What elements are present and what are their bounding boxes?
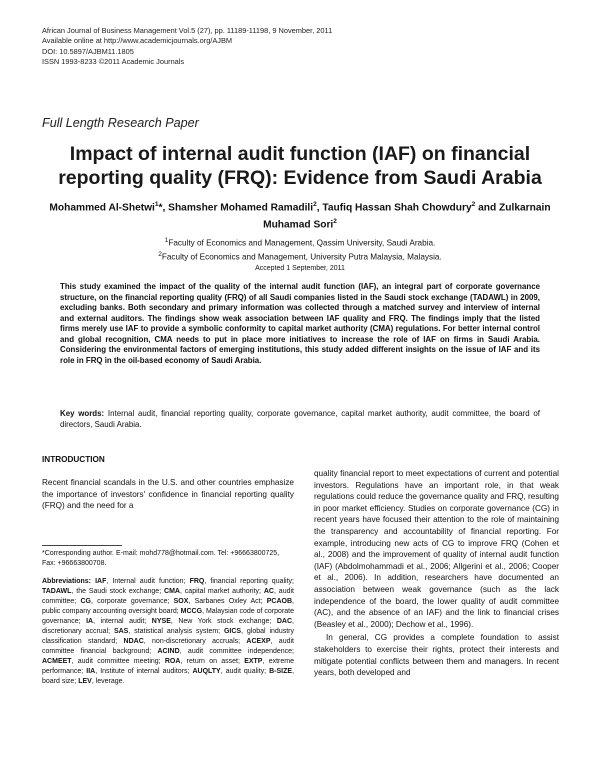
abbreviation-term: IIA (86, 668, 96, 675)
introduction-heading: INTRODUCTION (42, 455, 105, 464)
author-affil-marker: 2 (313, 201, 317, 208)
abbreviation-term: SOX (173, 598, 189, 605)
abbreviation-term: TADAWL (42, 588, 72, 595)
introduction-right-column (314, 468, 559, 679)
paper-type: Full Length Research Paper (42, 116, 199, 130)
abbreviation-definition: , New York stock exchange; (170, 618, 277, 625)
abbreviation-definition: , leverage. (91, 678, 125, 685)
abbreviation-term: CMA (164, 588, 180, 595)
author-affil-marker: 1 (154, 201, 159, 208)
abbreviation-definition: , extreme performance; (42, 658, 294, 675)
abbreviation-term: AUQLTY (192, 668, 221, 675)
abbreviation-term: EXTP (244, 658, 263, 665)
doi: DOI: 10.5897/AJBM11.1805 (42, 46, 134, 56)
paper-title: Impact of internal audit function (IAF) on financial reporting quality (FRQ): Evidence from Saudi Arabia (58, 143, 542, 189)
abbreviation-term: LEV (78, 678, 92, 685)
author-separator: and (475, 202, 500, 214)
abbreviations-label: Abbreviations: (42, 578, 92, 585)
author-name: Shamsher Mohamed Ramadili (168, 202, 314, 214)
introduction-paragraph: quality financial report to meet expectations of current and potential investors. Regulations have an important role, in that weak regulations could reduce the governance quality and FRQ, resulting in poor market efficiency. Studies on corporate governance (CG) in recent years have focused their attention to the role of maintaining the transparency and accountability of financial reporting. For example, introducing new acts of CG to improve FRQ (Cohen et al., 2008) and the improvement of quality of internal audit function (IAF) (Abdolmohammadi et al., 2006; Allgerini et al., 2006; Cooper et al., 2006). In addition, researchers have documented an association between weak governance (such as the lack independence of the board, the lower quality of audit committee (AC), and the absence of an IAF) and the link to financial crises (Beasley et al., 2000); Dechow et al., 1996). (314, 469, 559, 629)
abbreviation-definition: , public company accounting oversight board; (42, 598, 294, 615)
abbreviation-definition: , non-discretionary accruals; (143, 638, 247, 645)
author-affil-marker: 2 (333, 217, 337, 225)
abbreviation-term: FRQ (189, 578, 205, 585)
abbreviation-definition: , audit committee financial background; (42, 638, 294, 655)
author-separator: , (316, 202, 323, 214)
corresponding-marker: * (158, 202, 163, 214)
affiliation-marker: 1 (164, 237, 169, 244)
author-separator: , (162, 202, 169, 214)
keywords-text: Internal audit, financial reporting quality, corporate governance, capital market authority, audit committee, the board of directors, Saudi Arabia. (60, 409, 540, 429)
journal-header (42, 26, 332, 68)
abbreviation-definition: , audit committee independence; (179, 648, 294, 655)
abbreviation-term: IAF (95, 578, 107, 585)
abbreviation-definition: , internal audit; (93, 618, 152, 625)
affiliation-line (40, 249, 560, 263)
abbreviation-definition: , Internal audit function; (106, 578, 190, 585)
abbreviation-term: ACIND (157, 648, 180, 655)
abbreviation-definition: , financial reporting quality; (204, 578, 294, 585)
abbreviation-definition: , capital market authority; (179, 588, 264, 595)
corresponding-author-footnote: *Corresponding author. E-mail: mohd778@hotmail.com. Tel: +96663800725, Fax: +96663800708. (42, 550, 280, 567)
abbreviation-definition: , Malaysian code of corporate governance; (42, 608, 295, 625)
abbreviation-definition: , the Saudi stock exchange; (71, 588, 165, 595)
abstract: This study examined the impact of the quality of the internal audit function (IAF), an integral part of corporate governance structure, on the financial reporting quality (FRQ) of all Saudi companies listed in the Saudi stock exchange (TADAWL) in 2009, excluding banks. Both secondary and primary information was collected through a matched survey and interview of internal and external auditors. The findings show weak association between IAF quality and FRQ. The findings imply that the listed firms merely use IAF to provide a symbolic conformity to capital market authority (CMA) regulations. For better internal control and global recognition, CMA needs to put in place more initiatives to increase the role of IAF on firms in Saudi Arabia. Considering the environmental factors of emerging institutions, this study added different insights on the issue of IAF and its role in FRQ in the oil-based economy of Saudi Arabia. (60, 282, 540, 365)
abbreviation-term: PCAOB (266, 598, 293, 605)
abbreviation-term: CG (80, 598, 91, 605)
abbreviation-definition: , corporate governance; (90, 598, 174, 605)
abbreviation-term: ACEXP (246, 638, 271, 645)
introduction-left-paragraph: Recent financial scandals in the U.S. and other countries emphasize the importance of investors' confidence in financial reporting quality (FRQ) and the need for a (42, 478, 294, 511)
keywords-label: Key words: (60, 409, 105, 418)
abbreviation-definition: , statistical analysis system; (128, 628, 224, 635)
footnote-divider (42, 545, 122, 546)
affiliation-text: Faculty of Economics and Management, Qassim University, Saudi Arabia. (168, 238, 436, 248)
affiliation-text: Faculty of Economics and Management, University Putra Malaysia, Malaysia. (161, 252, 442, 262)
abbreviation-definition: , audit committee; (42, 588, 294, 605)
abbreviation-term: SAS (113, 628, 129, 635)
abbreviation-term: NYSE (151, 618, 171, 625)
abbreviation-term: IA (86, 618, 94, 625)
abbreviation-term: ROA (164, 658, 181, 665)
abbreviation-term: MCCG (180, 608, 203, 615)
keywords (60, 409, 540, 430)
abbreviation-term: B-SIZE (269, 668, 293, 675)
abbreviation-term: NDAC (123, 638, 144, 645)
abbreviation-term: DAC (276, 618, 293, 625)
issn: ISSN 1993-8233 ©2011 Academic Journals (42, 57, 185, 67)
abbreviation-definition: , board size; (42, 668, 295, 685)
online-availability: Available online at http://www.academicjournals.org/AJBM (42, 36, 233, 46)
abbreviation-definition: , Institute of internal auditors; (95, 668, 193, 675)
abbreviation-definition: , Sarbanes Oxley Act; (188, 598, 267, 605)
abbreviations-block (42, 577, 294, 687)
affiliation-line (40, 235, 560, 249)
abbreviation-definition: , audit committee meeting; (71, 658, 165, 665)
abbreviation-term: ACMEET (42, 658, 72, 665)
author-name: Zulkarnain Muhamad Sori (263, 202, 551, 231)
abbreviation-definition: , discretionary accrual; (42, 618, 294, 635)
author-affil-marker: 2 (471, 201, 476, 208)
abbreviation-definition: , global industry classification standard; (42, 628, 294, 645)
author-name: Mohammed Al-Shetwi (49, 202, 155, 214)
abbreviations-list (42, 578, 294, 685)
author-name: Taufiq Hassan Shah Chowdury (322, 202, 472, 214)
abbreviation-term: AC (263, 588, 274, 595)
affiliation-marker: 2 (158, 250, 162, 258)
abbreviation-term: GICS (223, 628, 242, 635)
abbreviation-definition: , return on asset; (180, 658, 245, 665)
journal-citation: African Journal of Business Management Vol.5 (27), pp. 11189-11198, 9 November, 2011 (42, 26, 333, 35)
affiliations (40, 235, 560, 263)
accepted-date: Accepted 1 September, 2011 (255, 265, 345, 272)
abbreviation-definition: , audit quality; (220, 668, 270, 675)
author-list (40, 198, 560, 232)
introduction-paragraph: In general, CG provides a complete foundation to assist stakeholders to exercise their rights, protect their interests and mitigate potential conflicts between them and managers. In recent years, both developed and (314, 633, 559, 678)
